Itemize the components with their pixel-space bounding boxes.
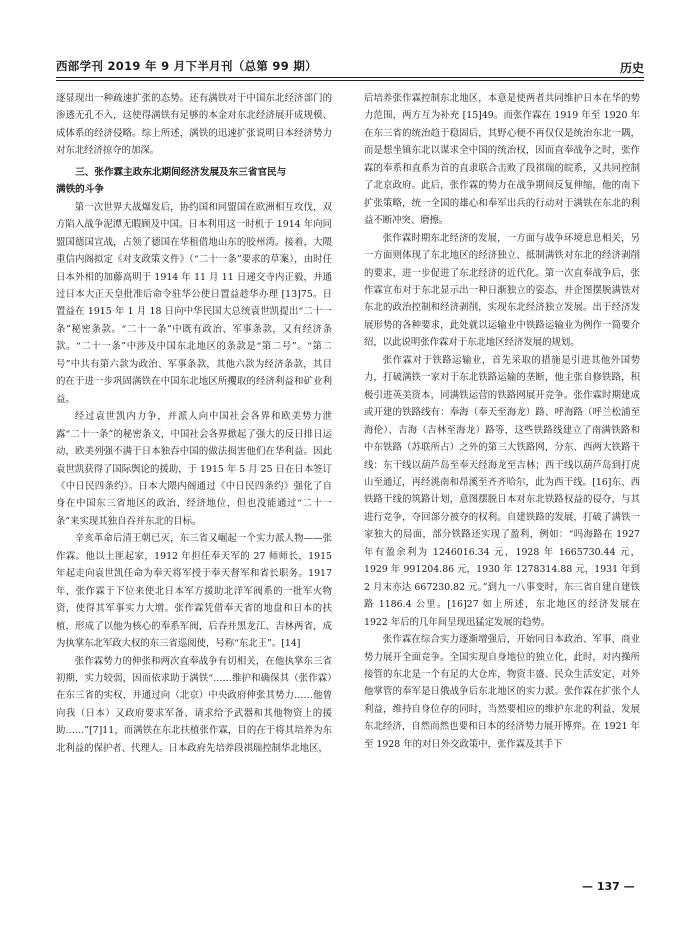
section-label: 历史: [619, 61, 644, 75]
left-column: [56, 90, 332, 757]
paragraph: 张作霖在综合实力逐渐增强后，开始同日本政治、军事、商业势力展开全面竞争。全国实现自身地位的独立化，此时，对内操所接管的东北是一个有足的大仓库，物资丰盛、民众生活安定，对外他掌管的奉军是日俄战争后东北地区的实力派。张作霖在扩张个人利益，维持自身位存的同时，当然要相应的维护东北的利益，发展东北经济，自然而然也要和日本的经济势力展开博弈。在 1921 年至 1928 年的对日外交政策中，张作霖及其手下: [364, 634, 640, 750]
paragraph: 经过袁世凯内力争，并派人向中国社会各界和欧美势力泄露“二十一条”的秘密条文，中国社会各界掀起了强大的反日排日运动，欧美列强不满于日本独吞中国的做法损害他们在华利益。因此袁世凯获得了国际舆论的援助，于 1915 年 5 月 25 日在日本签订《中日民四条约》。日本大隈内阁通过《中日民四条约》强化了自身在中国东三省地区的政治、经济地位，但也没能通过“二十一条”来实现其独自吞并东北的目标。: [56, 411, 332, 527]
paragraph: 第一次世界大战爆发后，协约国和同盟国在欧洲相互攻伐，双方陷入战争泥潭无暇顾及中国。日本利用这一时机于 1914 年向同盟国德国宣战，占领了德国在华租借地山东的胶州湾。接着，大隈重信内阁拟定《对支政策文件》（“二十一条”要求的草案），由时任日本外相的加藤高明于 1914 年 11 月 11 日递交寺内正毅，并通过日本大正天皇批准后命令驻华公使日置益趁华办理 [13]75。日置益在 1915 年 1 月 18 日向中华民国大总统袁世凯提出“二十一条”秘密条款。“二十一条”中既有政治、军事条款，又有经济条款。“二十一条”中涉及中国东北地区的条款是“第二号”。“第二号”中共有第六款为政治、军事条款，其他六款为经济条款，其目的在于进一步巩固满铁在中国东北地区所攫取的经济利益和矿业利益。: [56, 201, 332, 405]
paragraph: 张作霖时期东北经济的发展，一方面与战争环境息息相关，另一方面则体现了东北地区的经济独立、抵制满铁对东北的经济剥削的要求，进一步促进了东北经济的近代化。第一次直奉战争后，张作霖宣布对于东北显示出一种日渐独立的姿态，并企图摆脱满铁对东北的政治控制和经济剥削，实现东北经济独立发展。出于经济发展形势的各种要求，此处就以运输业中铁路运输业为例作一简要介绍，以此说明张作霖对于东北地区经济发展的规划。: [364, 232, 640, 349]
section-heading: 三、张作霖主政东北期间经济发展及东三省官民与: [75, 166, 287, 178]
header-rule-top: [56, 77, 644, 78]
journal-title: 西部学刊 2019 年 9 月下半月刊（总第 99 期）: [56, 59, 317, 73]
section-heading-continued: 满铁的斗争: [56, 184, 104, 196]
paragraph: 逐显现出一种疏速扩张的态势。还有满铁对于中国东北经济部门的渗透无孔不入，这使得满铁有足够的本金对东北经济展开成规模、成体系的经济侵略。综上所述，满铁的迅速扩张说明日本经济势力对东北经济掠夺的加深。: [56, 93, 332, 157]
right-column: [364, 90, 640, 753]
paragraph: 后培养张作霖控制东北地区，本意是使两者共同维护日本在华的势力范围，两方互为补充 [15]49。而张作霖在 1919 年至 1920 年在东三省的统治趋于稳固后，其野心便不再仅仅是统治东北一隅，而是想坐镇东北以谋求全中国的统治权，因而直奉战争之时，张作霖的奉系和直系为首的直隶联合击败了段祺瑞的皖系，又共同控制了北京政府。此后，张作霖的势力在战争期间反复伸缩，他的南下扩张策略，统一全国的雄心和奉军出兵的行动对于满铁在东北的利益不断冲突、磨擦。: [364, 93, 640, 227]
paragraph: 张作霖对于铁路运输业，首先采取的措施是引进其他外国势力，打破满铁一家对于东北铁路运输的垄断，他主张自修铁路，积极引进英美资本，同满铁运营的铁路网展开竞争。张作霖时期建成或开建的铁路线有：奉海（奉天至海龙）路、呼海路（呼兰松浦至海伦）、吉海（吉林至海龙）路等，这些铁路线建立了南满铁路和中东铁路（苏联所占）之外的第三大铁路网，分东、西两大铁路干线：东干线以葫芦岛至奉天经海龙至吉林；西干线以葫芦岛到打虎山至通辽，再经洮南和昂溪至齐齐哈尔，此为西干线。[16]东、西铁路干线的筑路计划，意图摆脱日本对东北铁路权益的侵夺，与其进行竞争，夺回部分被夺的权利。自建铁路的发展，打破了满铁一家独大的局面，部分铁路还实现了盈利，例如：“吗海路在 1927 年有盈余利为 1246016.34 元，1928 年 1665730.44 元，1929 年 991204.86 元，1930 年 1278314.88 元，1931 年到 2 月末亦达 667230.82 元。”到九一八事变时，东三省自建自建铁路 1186.4 公里。[16]27 如上所述，东北地区的经济发展在 1922 年后的几年间呈现迅猛定发展的趋势。: [364, 354, 640, 628]
page-number: — 137 —: [582, 880, 635, 893]
paragraph: 辛亥革命后清王朝已灭，东三省又崛起一个实力派人物——张作霖。他以土匪起家，1912 年担任奉天军的 27 师师长，1915 年起走向袁世凯任命为奉天将军授于奉天督军和省长职务。1917 年，张作霖于下位来使北日本军方援助北洋军阀系的一批军火物资，使得其军事实力大增。张作霖凭借奉天省的地盘和日本的扶植，形成了以他为核心的奉系军阀，后吞并黑龙江、吉林两省，成为执掌东北军政大权的东三省巡阅使，号称“东北王”。[14]: [56, 533, 332, 650]
paragraph: 张作霖势力的伸张和两次直奉战争有切相关，在他执掌东三省初期，实力较弱，因而依求助于满铁“……维护和确保其（张作霖）在东三省的实权，并通过向（北京）中央政府伸张其势力……他曾向我（日本）又政府要求军备、请求给予武器和其他物资上的援助……”[7]11，而满铁在东北扶植张作霖，目的在于将其培养为东北利益的保护者、代理人。日本政府先培养段祺瑞控制华北地区，: [56, 655, 332, 754]
header-rule-bottom: [56, 80, 644, 81]
running-header: [56, 56, 644, 78]
